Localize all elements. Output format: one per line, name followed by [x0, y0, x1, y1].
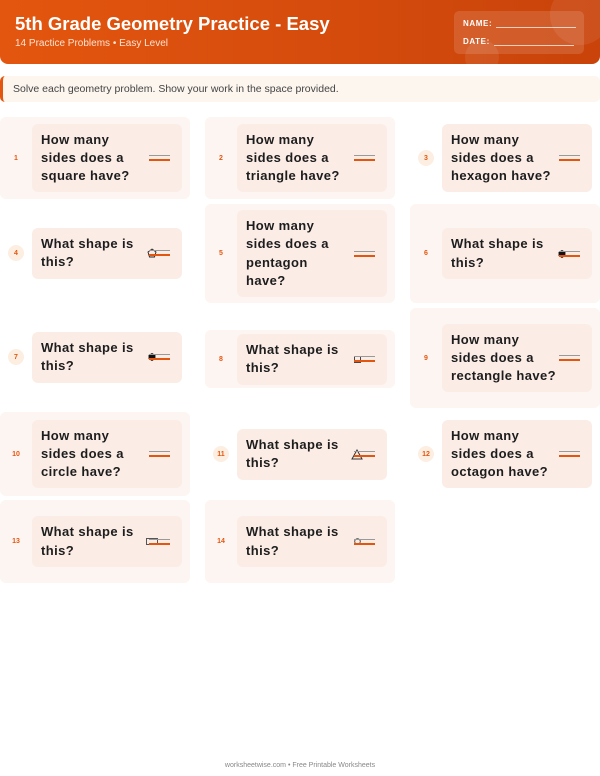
answer-blank[interactable]: [354, 451, 375, 457]
problem-card: [205, 330, 395, 388]
question-text: How many sides does a square have?: [41, 131, 130, 184]
problem-card: [410, 412, 600, 496]
date-label: DATE:: [463, 37, 490, 46]
problem-number: 9: [424, 354, 428, 362]
problem-card: [410, 204, 600, 303]
problem-body: [237, 124, 387, 193]
name-line: [496, 20, 576, 28]
question-text: What shape is this?: [451, 236, 544, 270]
answer-blank[interactable]: [559, 251, 580, 257]
question-text: How many sides does a triangle have?: [246, 131, 340, 184]
problem-body: [32, 516, 182, 567]
answer-blank[interactable]: [149, 354, 170, 360]
problem-body: [442, 420, 592, 489]
problem-body: [237, 516, 387, 567]
question-text: What shape is this?: [246, 524, 339, 558]
question-text: What shape is this?: [41, 235, 134, 269]
answer-blank[interactable]: [149, 155, 170, 161]
problem-body: [237, 334, 387, 385]
answer-blank[interactable]: [149, 250, 170, 256]
problem-body: [442, 228, 592, 279]
date-field[interactable]: [463, 37, 574, 46]
problem-number: 8: [219, 355, 223, 363]
problem-card: [205, 117, 395, 199]
problem-number: 13: [12, 538, 20, 545]
answer-blank[interactable]: [559, 355, 580, 361]
question-text: How many sides does a pentagon have?: [246, 217, 329, 288]
problem-body: [32, 124, 182, 193]
problem-number: 6: [424, 250, 428, 257]
problem-number: 11: [213, 446, 229, 462]
problem-number: 1: [14, 154, 18, 162]
question-text: How many sides does a rectangle have?: [451, 331, 556, 384]
problem-card: [0, 412, 190, 496]
problem-card: [205, 500, 395, 583]
answer-blank[interactable]: [559, 451, 580, 457]
name-label: NAME:: [463, 19, 493, 28]
problem-body: [237, 210, 387, 297]
question-text: What shape is this?: [246, 436, 339, 470]
problem-card: [205, 204, 395, 303]
date-line: [494, 38, 574, 46]
problem-card: [0, 222, 190, 284]
question-text: What shape is this?: [246, 341, 339, 375]
answer-blank[interactable]: [354, 155, 375, 161]
answer-blank[interactable]: [354, 356, 375, 362]
problem-body: [237, 429, 387, 480]
problem-number: 2: [219, 154, 223, 162]
problem-number: 5: [219, 250, 223, 257]
problem-number: 7: [8, 349, 24, 365]
question-text: What shape is this?: [41, 339, 134, 373]
answer-blank[interactable]: [559, 155, 580, 161]
problem-card: [205, 412, 395, 496]
problem-body: [32, 332, 182, 383]
problem-card: [0, 117, 190, 199]
problem-card: [0, 500, 190, 583]
name-date-box: [454, 11, 584, 54]
problem-body: [32, 228, 182, 279]
problem-body: [442, 324, 592, 393]
answer-blank[interactable]: [149, 539, 170, 545]
question-text: How many sides does a circle have?: [41, 427, 124, 480]
problem-number: 4: [8, 245, 24, 261]
answer-blank[interactable]: [354, 539, 375, 545]
problem-number: 10: [12, 450, 20, 458]
answer-blank[interactable]: [149, 451, 170, 457]
worksheet-header: [0, 0, 600, 64]
question-text: How many sides does a octagon have?: [451, 427, 548, 480]
question-text: How many sides does a hexagon have?: [451, 131, 551, 184]
problem-number: 3: [418, 150, 434, 166]
instructions: Solve each geometry problem. Show your work in the space provided.: [0, 76, 600, 102]
name-field[interactable]: [463, 19, 576, 28]
answer-blank[interactable]: [354, 251, 375, 257]
problem-card: [410, 117, 600, 199]
footer: worksheetwise.com • Free Printable Worksheets: [224, 762, 376, 769]
page-subtitle: 14 Practice Problems • Easy Level: [15, 38, 169, 49]
problem-number: 14: [217, 538, 225, 545]
problem-body: [442, 124, 592, 193]
page-title: 5th Grade Geometry Practice - Easy: [15, 13, 330, 34]
problem-card: [0, 326, 190, 388]
problem-card: [410, 308, 600, 408]
question-text: What shape is this?: [41, 524, 134, 558]
problem-number: 12: [418, 446, 434, 462]
problem-body: [32, 420, 182, 489]
